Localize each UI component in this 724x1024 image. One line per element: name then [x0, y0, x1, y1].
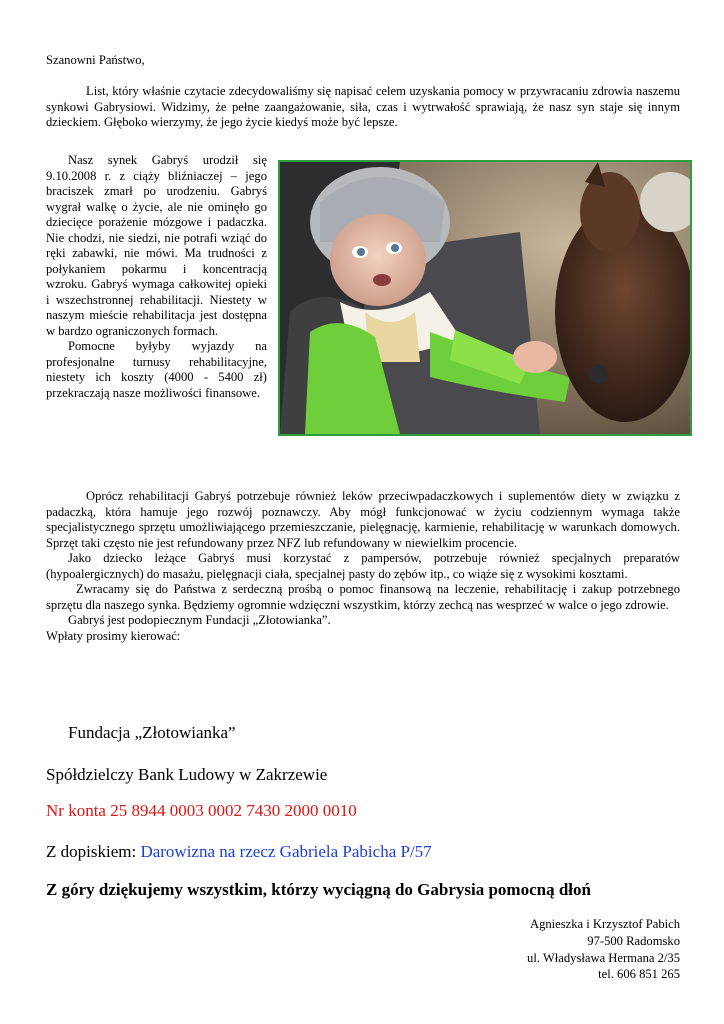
transfer-note-label: Z dopiskiem:: [46, 842, 141, 861]
foundation-name: Fundacja „Złotowianka”: [68, 723, 236, 742]
signature-street: ul. Władysława Hermana 2/35: [527, 950, 680, 965]
needs-paragraph: Oprócz rehabilitacji Gabryś potrzebuje również leków przeciwpadaczkowych i suplementów diety w związku z padaczką, która hamuje jego rozwój poznawczy. Aby mógł funkcjonować w życiu codziennym wymaga także specjalistycznego sprzętu umożliwiającego przemieszczanie, pielęgnację, karmienie, rehabilitację w warunkach domowych. Sprzęt taki często nie jest refundowany przez NFZ lub refundowany w niewielkim procencie.: [46, 489, 680, 550]
intro-paragraph: List, który właśnie czytacie zdecydowaliśmy się napisać celem uzyskania pomocy w przywracaniu zdrowia naszemu synkowi Gabrysiowi. Widzimy, że pełne zaangażowanie, siła, czas i wytrwałość sprawiają, że nasz syn staje się innym dzieckiem. Głęboko wierzymy, że jego życie kiedyś może być lepsze.: [46, 84, 680, 129]
child-photo-illustration: [280, 162, 690, 434]
story-paragraph: Nasz synek Gabryś urodził się 9.10.2008 r. z ciąży bliźniaczej – jego braciszek zmarł po urodzeniu. Gabryś wygrał walkę o życie, ale nie ominęło go dziecięce porażenie mózgowe i padaczka. Nie chodzi, nie siedzi, nie potrafi wziąć do ręki zabawki, nie mówi. Ma trudności z połykaniem pokarmu i koncentracją wzroku. Gabryś wymaga całkowitej opieki i wszechstronnej rehabilitacji. Niestety w naszym mieście rehabilitacja jest dostępna w bardzo ograniczonych formach.: [46, 153, 267, 338]
lower-text: [46, 489, 680, 644]
closing-line: Z góry dziękujemy wszystkim, którzy wyciągną do Gabrysia pomocną dłoń: [46, 880, 591, 899]
signature-phone: tel. 606 851 265: [598, 967, 680, 982]
payments-line: Wpłaty prosimy kierować:: [46, 628, 181, 643]
account-number: Nr konta 25 8944 0003 0002 7430 2000 0010: [46, 801, 357, 820]
bank-name: Spółdzielczy Bank Ludowy w Zakrzewie: [46, 765, 328, 784]
child-photo: [278, 160, 692, 436]
signature-block: [527, 916, 680, 983]
supplies-paragraph: Jako dziecko leżące Gabryś musi korzystać z pampersów, potrzebuje również specjalnych preparatów (hypoalergicznych) do masażu, pielęgnacji ciała, specjalnej pasty do zębów itp., co wiąże się z wysokimi kosztami.: [46, 551, 680, 581]
transfer-note: [46, 842, 432, 862]
story-column: [46, 153, 267, 401]
signature-city: 97-500 Radomsko: [587, 933, 680, 948]
trips-paragraph: Pomocne byłyby wyjazdy na profesjonalne turnusy rehabilitacyjne, niestety ich koszty (4000 - 5400 zł) przekraczają nasze możliwości finansowe.: [46, 339, 267, 400]
signature-names: Agnieszka i Krzysztof Pabich: [529, 917, 680, 931]
salutation: Szanowni Państwo,: [46, 53, 145, 67]
appeal-paragraph: Zwracamy się do Państwa z serdeczną prośbą o pomoc finansową na leczenie, rehabilitację i zakup potrzebnego sprzętu dla naszego synka. Będziemy ogromnie wdzięczni wszystkim, którzy zechcą nas wesprzeć w walce o jego zdrowie.: [46, 582, 680, 612]
foundation-note: Gabryś jest podopiecznym Fundacji „Złotowianka”.: [68, 613, 331, 627]
transfer-note-value: Darowizna na rzecz Gabriela Pabicha P/57: [140, 842, 432, 861]
